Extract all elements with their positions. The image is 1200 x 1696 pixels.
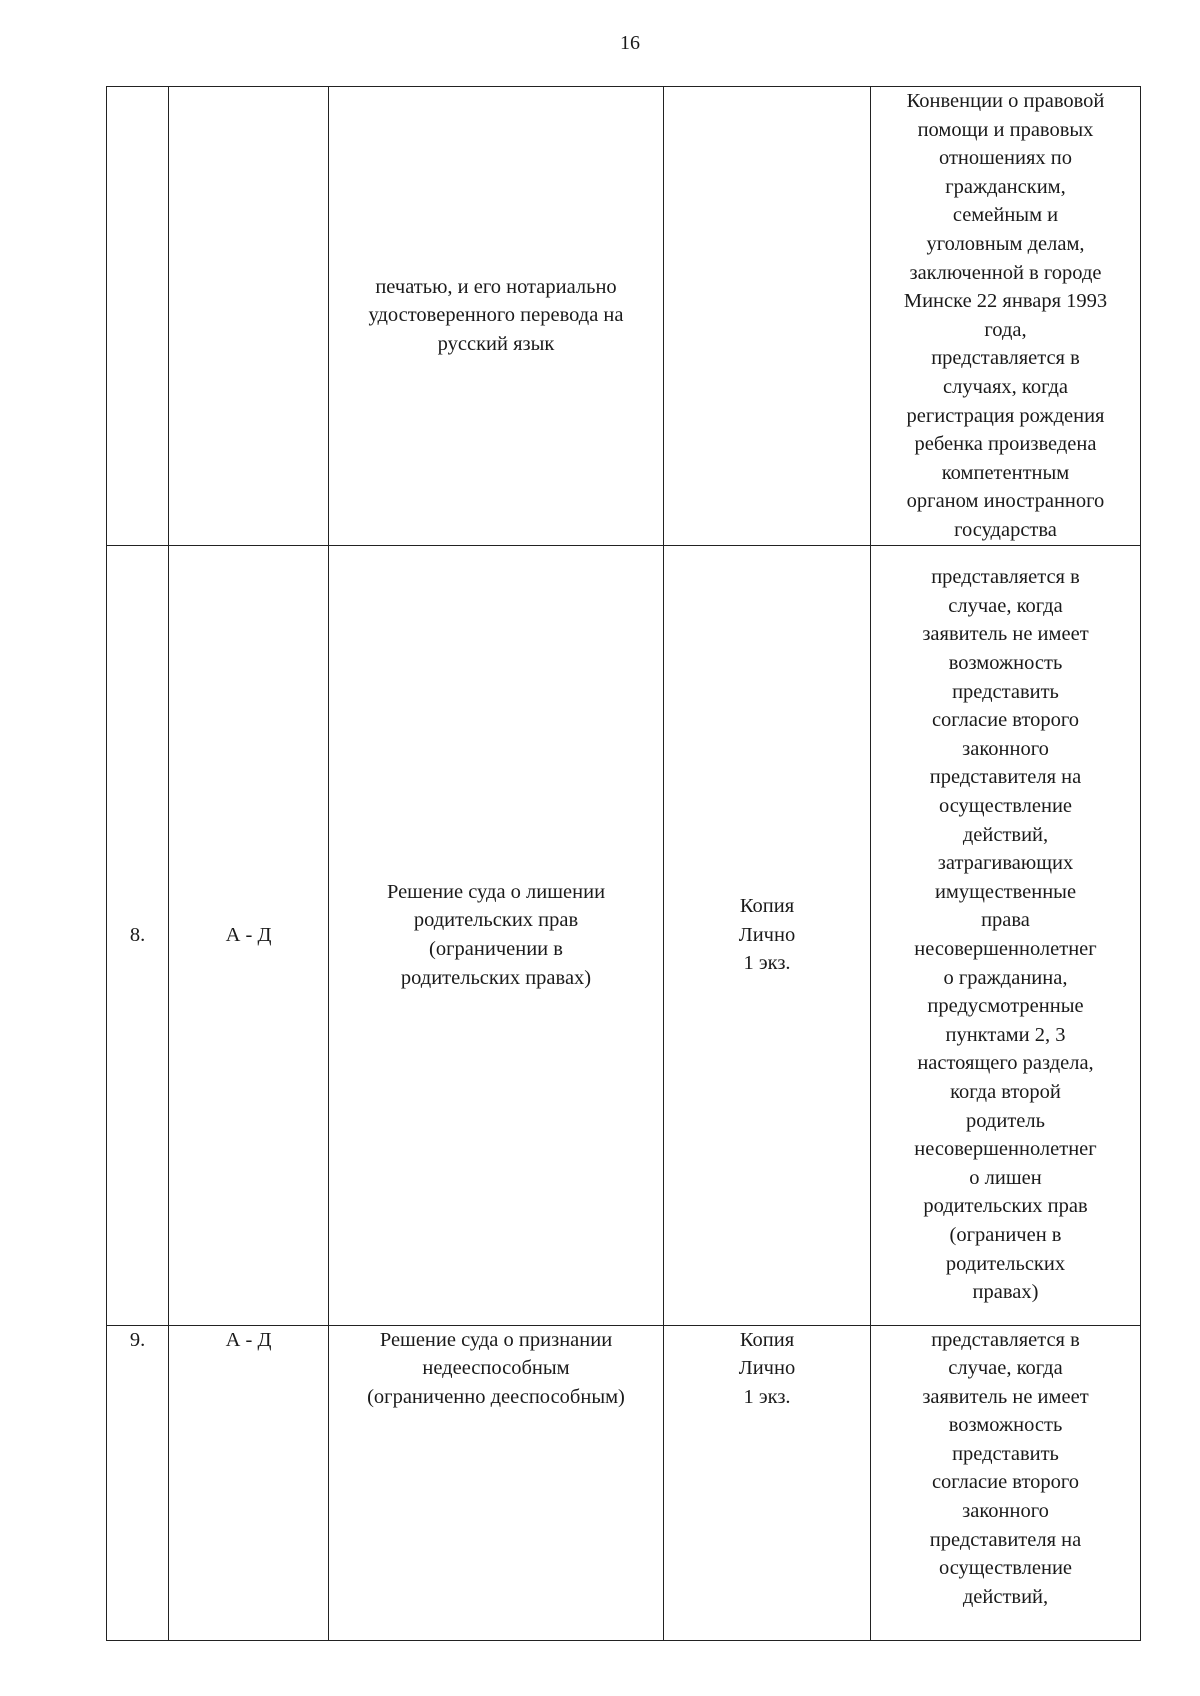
cell-form bbox=[664, 87, 871, 546]
text-line: гражданским, bbox=[945, 175, 1066, 198]
text-line: (ограничен в bbox=[949, 1223, 1062, 1246]
text-line: случаях, когда bbox=[942, 375, 1068, 398]
text-line: согласие второго bbox=[931, 1471, 1080, 1494]
text-line: родительских прав bbox=[413, 909, 579, 932]
cell-notes bbox=[871, 545, 1141, 1325]
text-line: Минске 22 января 1993 bbox=[903, 290, 1108, 313]
text-line: 1 экз. bbox=[743, 1385, 791, 1408]
text-line: Конвенции о правовой bbox=[906, 90, 1105, 112]
text-line: о гражданина, bbox=[943, 966, 1068, 989]
text-line: представителя на bbox=[929, 766, 1082, 789]
text-line: (ограниченно дееспособным) bbox=[367, 1385, 625, 1408]
text-line: когда второй bbox=[950, 1080, 1061, 1103]
text-line: представителя на bbox=[929, 1528, 1082, 1551]
cell-category: А - Д bbox=[169, 1325, 329, 1640]
text-line: осуществление bbox=[938, 795, 1073, 818]
text-line: представляется в bbox=[931, 566, 1080, 589]
text-line: государства bbox=[954, 518, 1057, 541]
text-line: (ограничении в bbox=[429, 938, 563, 960]
text-line: случае, когда bbox=[948, 594, 1063, 617]
text-line: печатью, и его нотариально bbox=[375, 275, 617, 298]
text-line: представляется в bbox=[931, 1328, 1080, 1351]
text-line: Лично bbox=[738, 1357, 796, 1380]
table-row-9 bbox=[107, 1325, 1141, 1640]
text-line: возможность bbox=[948, 1414, 1063, 1437]
text-line: законного bbox=[962, 1500, 1049, 1523]
cell-number: 9. bbox=[107, 1325, 169, 1640]
text-line: недееспособным bbox=[422, 1357, 570, 1380]
text-line: права bbox=[981, 909, 1030, 932]
table-row-continuation bbox=[107, 87, 1141, 546]
text-line: настоящего раздела, bbox=[917, 1052, 1094, 1075]
cell-document bbox=[329, 87, 664, 546]
text-line: Копия bbox=[739, 1328, 795, 1351]
text-line: отношениях по bbox=[938, 147, 1072, 170]
text-line: заключенной в городе bbox=[909, 261, 1102, 284]
text-line: Решение суда о признании bbox=[379, 1328, 613, 1351]
text-line: уголовным делам, bbox=[926, 232, 1085, 255]
text-line: родительских правах) bbox=[400, 966, 592, 989]
text-line: правах) bbox=[972, 1281, 1039, 1304]
cell-document bbox=[329, 545, 664, 1325]
text-line: действий, bbox=[962, 1585, 1049, 1608]
text-line: Копия bbox=[739, 895, 795, 918]
cell-notes bbox=[871, 87, 1141, 546]
text-line: осуществление bbox=[938, 1557, 1073, 1580]
text-line: представить bbox=[952, 1442, 1059, 1465]
text-line: компетентным bbox=[941, 461, 1070, 484]
text-line: русский язык bbox=[437, 333, 555, 356]
table-row-8 bbox=[107, 545, 1141, 1325]
text-line: родитель bbox=[966, 1109, 1045, 1132]
cell-document bbox=[329, 1325, 664, 1640]
text-line: регистрация рождения bbox=[906, 404, 1105, 427]
text-line: случае, когда bbox=[948, 1357, 1063, 1380]
text-line: несовершеннолетнег bbox=[914, 938, 1097, 960]
cell-number bbox=[107, 87, 169, 546]
text-line: о лишен bbox=[969, 1166, 1042, 1189]
text-line: заявитель не имеет bbox=[922, 1385, 1089, 1408]
text-line: Решение суда о лишении bbox=[386, 880, 606, 903]
text-line: года, bbox=[984, 318, 1027, 341]
text-line: возможность bbox=[948, 652, 1063, 675]
text-line: действий, bbox=[962, 823, 1049, 846]
cell-form bbox=[664, 545, 871, 1325]
text-line: затрагивающих bbox=[937, 852, 1074, 875]
cell-number: 8. bbox=[107, 545, 169, 1325]
cell-form bbox=[664, 1325, 871, 1640]
cell-notes bbox=[871, 1325, 1141, 1640]
page-number: 16 bbox=[620, 32, 640, 54]
text-line: органом иностранного bbox=[906, 490, 1105, 513]
text-line: заявитель не имеет bbox=[922, 623, 1089, 646]
text-line: имущественные bbox=[934, 880, 1077, 903]
cell-category: А - Д bbox=[169, 545, 329, 1325]
text-line: 1 экз. bbox=[743, 952, 791, 975]
text-line: Лично bbox=[738, 923, 796, 946]
text-line: помощи и правовых bbox=[917, 118, 1094, 141]
text-line: представить bbox=[952, 680, 1059, 703]
text-line: удостоверенного перевода на bbox=[368, 304, 624, 327]
text-line: семейным и bbox=[952, 204, 1059, 227]
text-line: родительских прав bbox=[923, 1195, 1088, 1218]
text-line: представляется в bbox=[931, 347, 1080, 370]
text-line: законного bbox=[962, 737, 1049, 760]
text-line: пунктами 2, 3 bbox=[945, 1023, 1066, 1046]
cell-category bbox=[169, 87, 329, 546]
requirements-table bbox=[106, 86, 1141, 1641]
text-line: родительских bbox=[945, 1252, 1066, 1275]
text-line: предусмотренные bbox=[927, 995, 1084, 1018]
text-line: ребенка произведена bbox=[914, 433, 1097, 456]
text-line: несовершеннолетнег bbox=[914, 1138, 1097, 1161]
text-line: согласие второго bbox=[931, 709, 1080, 732]
